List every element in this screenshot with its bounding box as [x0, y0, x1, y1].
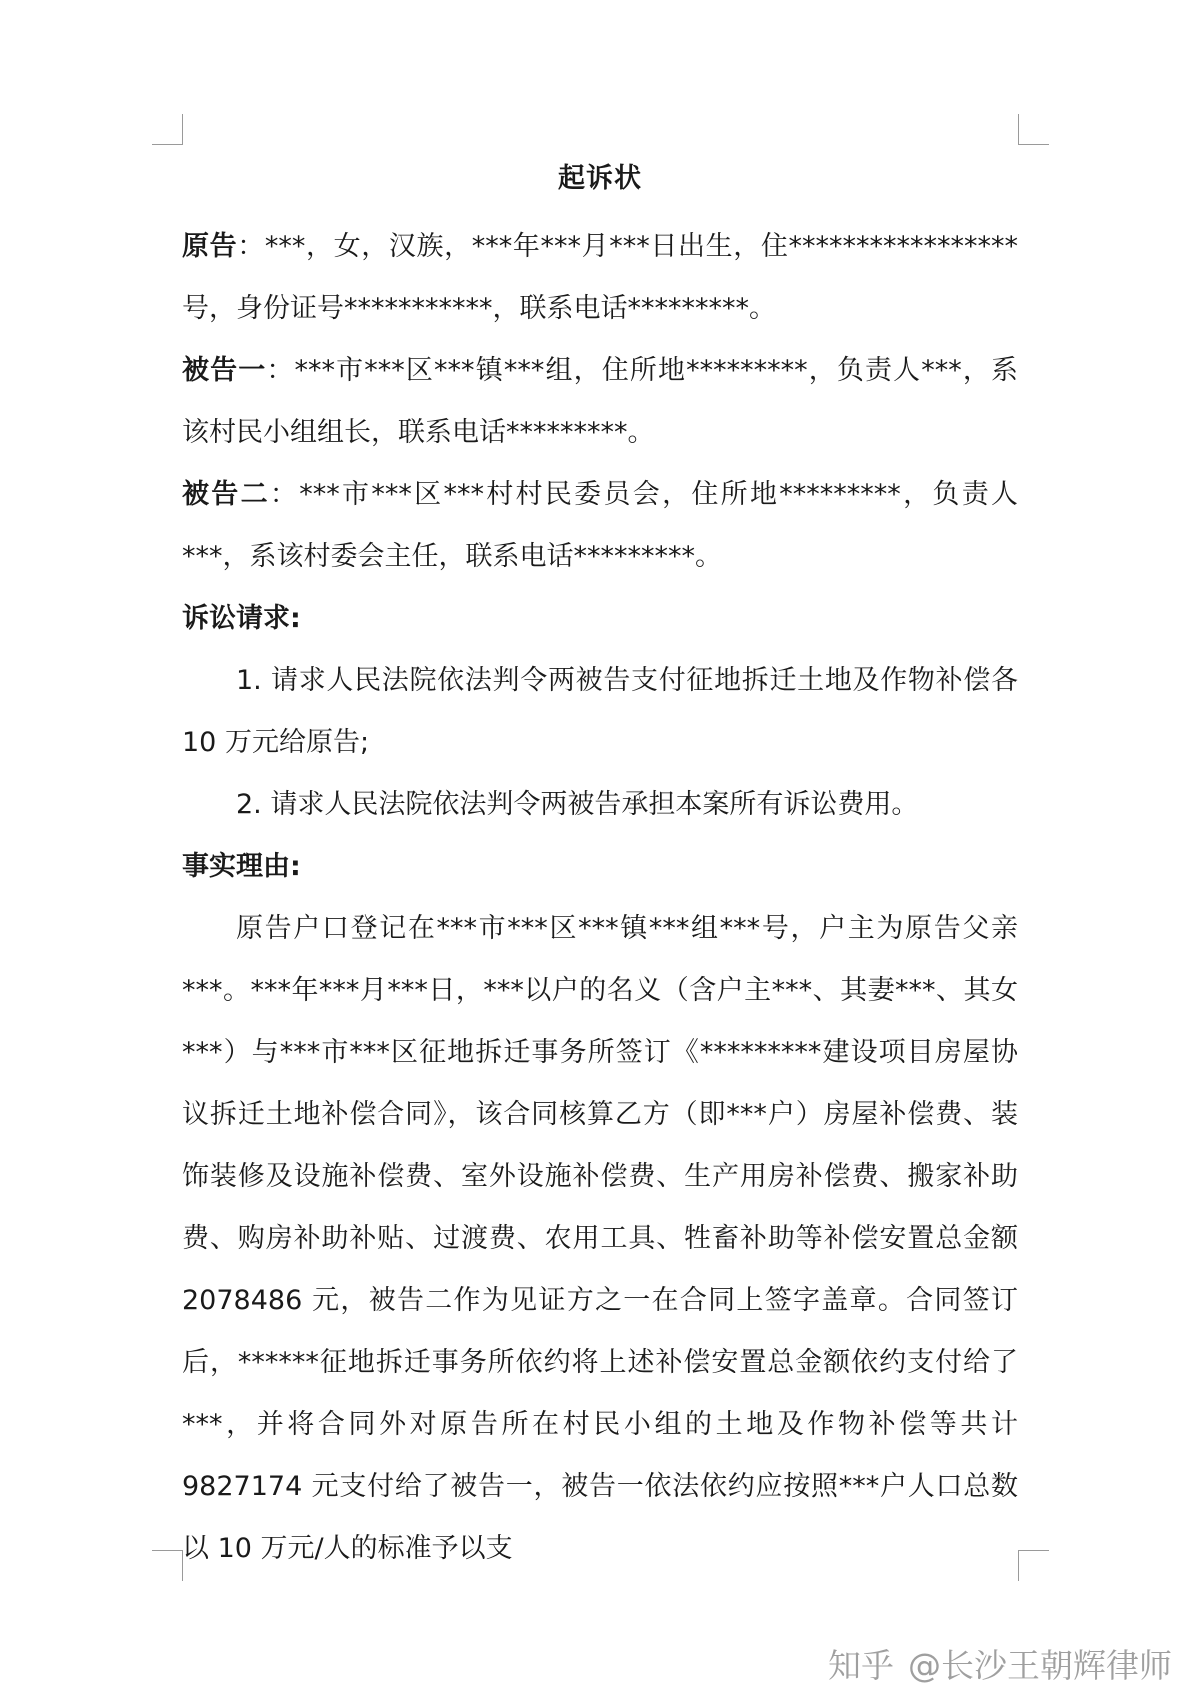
margin-mark-top-left — [152, 114, 183, 145]
defendant2-text: ：***市***区***村村民委员会，住所地*********，负责人***，系该村委会主任，联系电话*********。 — [182, 479, 1019, 572]
claim-item-1: 1. 请求人民法院依法判令两被告支付征地拆迁土地及作物补偿各 10 万元给原告; — [182, 665, 1018, 758]
margin-mark-bottom-left — [152, 1550, 183, 1581]
defendant2-paragraph — [182, 464, 1018, 588]
watermark — [814, 1640, 1172, 1687]
defendant2-label: 被告二 — [182, 479, 270, 510]
defendant1-label: 被告一 — [182, 355, 267, 386]
margin-mark-bottom-right — [1018, 1550, 1049, 1581]
defendant1-paragraph — [182, 340, 1018, 464]
margin-mark-top-right — [1018, 114, 1049, 145]
plaintiff-paragraph — [182, 216, 1018, 340]
watermark-author: @长沙王朝辉律师 — [908, 1646, 1172, 1685]
plaintiff-label: 原告 — [182, 231, 238, 262]
plaintiff-text: ：***，女，汉族，***年***月***日出生，住*****************号，身份证号***********，联系电话*********。 — [182, 231, 1018, 324]
watermark-site: 知乎 — [828, 1646, 894, 1685]
document-body — [182, 216, 1018, 1580]
claims-heading: 诉讼请求: — [182, 603, 301, 634]
claim-item-2: 2. 请求人民法院依法判令两被告承担本案所有诉讼费用。 — [236, 789, 919, 820]
facts-paragraph: 原告户口登记在***市***区***镇***组***号，户主为原告父亲***。***年***月***日，***以户的名义（含户主***、其妻***、其女***）与***市***区征地拆迁事务所签订《*********建设项目房屋协议拆迁土地补偿合同》，该合同核算乙方（即***户）房屋补偿费、装饰装修及设施补偿费、室外设施补偿费、生产用房补偿费、搬家补助费、购房补助补贴、过渡费、农用工具、牲畜补助等补偿安置总金额 2078486 元，被告二作为见证方之一在合同上签字盖章。合同签订后，******征地拆迁事务所依约将上述补偿安置总金额依约支付给了***，并将合同外对原告所在村民小组的土地及作物补偿等共计 9827174 元支付给了被告一，被告一依法依约应按照***户人口总数以 10 万元/人的标准予以支 — [182, 913, 1018, 1564]
facts-heading: 事实理由: — [182, 851, 301, 882]
document-title: 起诉状 — [558, 163, 642, 194]
defendant1-text: ：***市***区***镇***组，住所地*********，负责人***，系该村民小组组长，联系电话*********。 — [182, 355, 1019, 448]
